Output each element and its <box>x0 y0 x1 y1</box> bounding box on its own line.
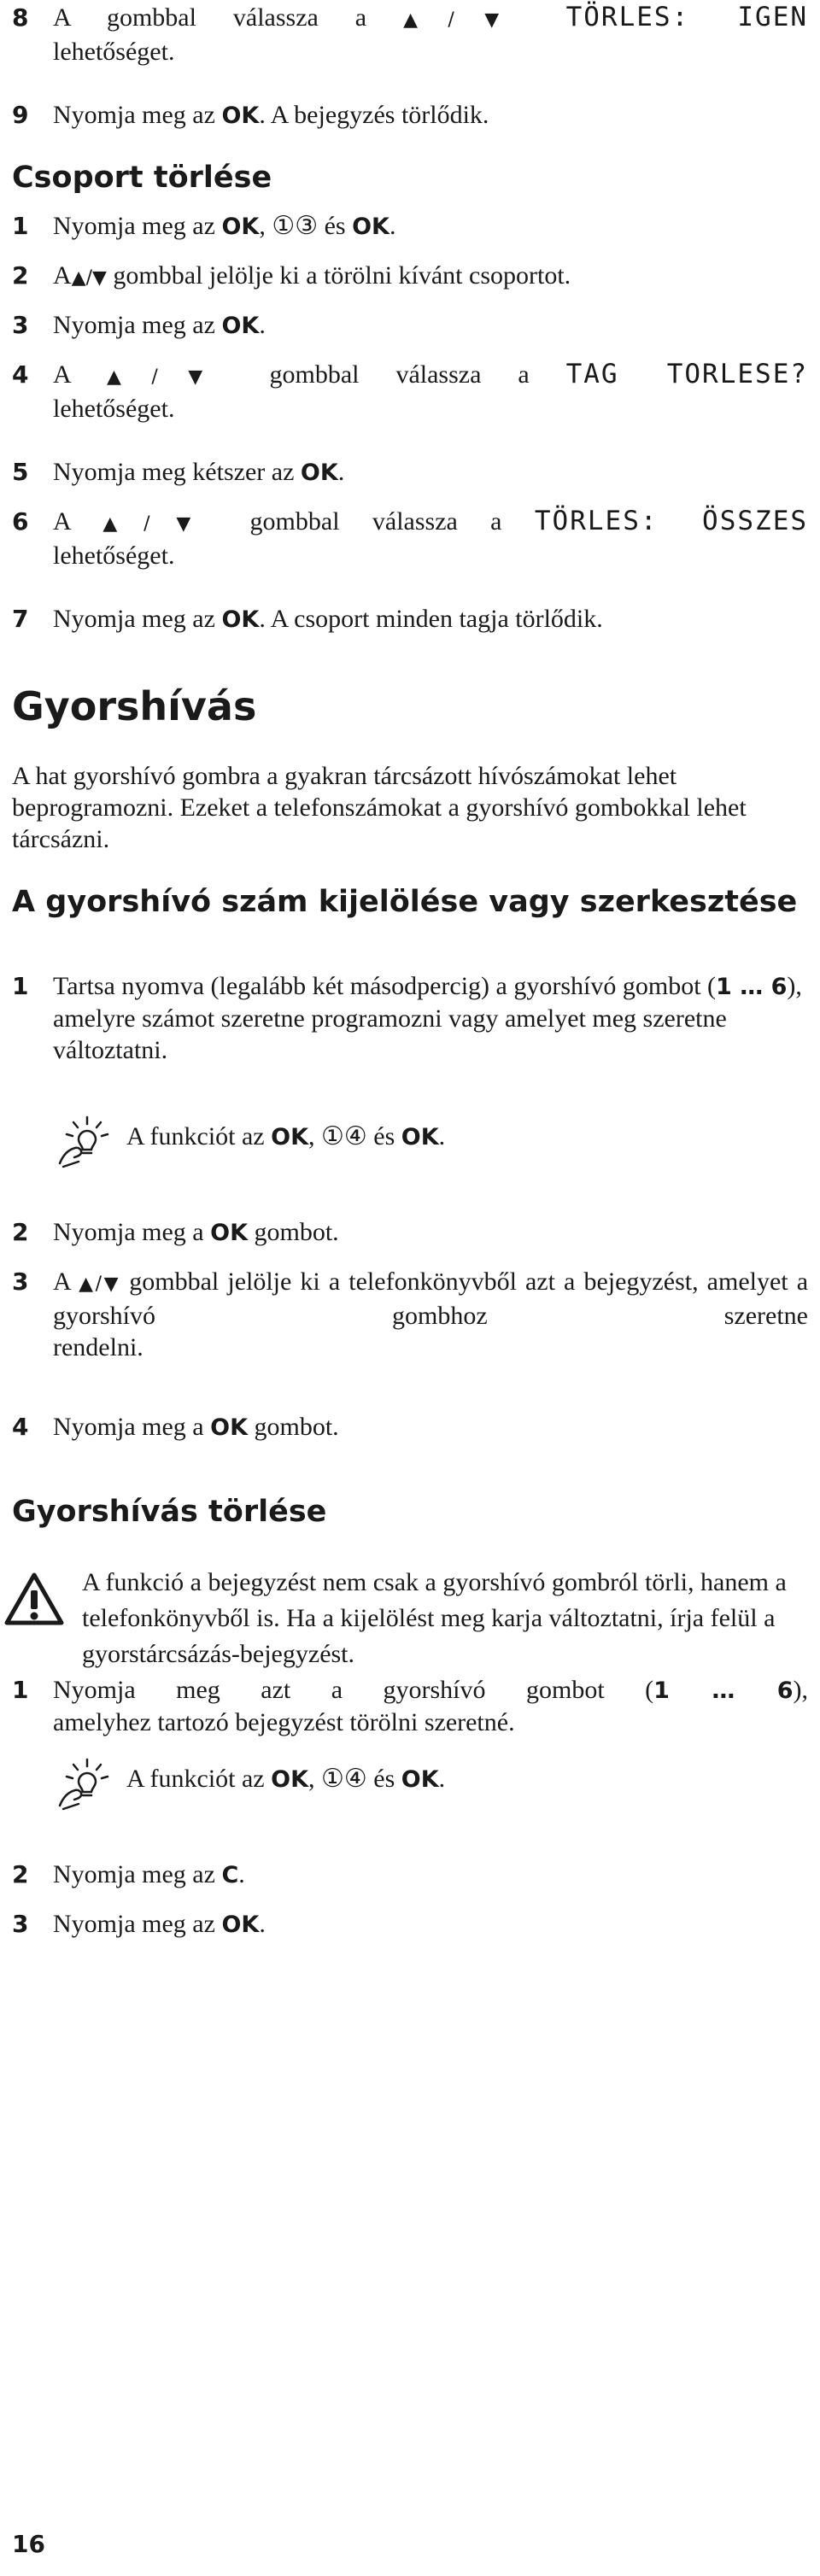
section-heading-speed-dial: Gyorshívás <box>12 683 257 729</box>
delete-step-2: 2 Nyomja meg az C. <box>12 1860 245 1888</box>
lightbulb-hand-icon <box>55 1756 120 1811</box>
tip-note-1: A funkciót az OK, ①④ és OK. <box>55 1121 789 1153</box>
group-step-5: 5 Nyomja meg kétszer az OK. <box>12 458 345 486</box>
section-heading-delete-speed-dial: Gyorshívás törlése <box>12 1495 327 1529</box>
keypad-keys: ①④ <box>321 1764 367 1794</box>
page-number: 16 <box>12 2530 45 2558</box>
keypad-keys: ①③ <box>272 211 319 241</box>
step-9: 9 Nyomja meg az OK. A bejegyzés törlődik. <box>12 101 489 129</box>
section-heading-assign-speed-dial: A gyorshívó szám kijelölése vagy szerkesztése <box>12 885 798 919</box>
lightbulb-hand-icon <box>55 1114 120 1168</box>
assign-step-3: 3 A ▲/▼ gombbal jelölje ki a telefonkönyvből azt a bejegyzést, amelyet a gyorshívó gombhoz szeretne rendelni. <box>12 1268 809 1361</box>
assign-step-4: 4 Nyomja meg a OK gombot. <box>12 1413 339 1441</box>
up-down-arrow-keys: ▲/▼ <box>102 513 218 535</box>
c-key: C <box>221 1862 239 1888</box>
up-down-arrow-keys: ▲/▼ <box>71 267 107 289</box>
assign-step-2: 2 Nyomja meg a OK gombot. <box>12 1218 339 1246</box>
up-down-arrow-keys: ▲/▼ <box>79 1273 121 1295</box>
section-heading-group-delete: Csoport törlése <box>12 161 272 195</box>
up-down-arrow-keys: ▲/▼ <box>106 366 233 388</box>
group-step-1: 1 Nyomja meg az OK, ①③ és OK. <box>12 211 396 241</box>
group-step-6: 6 A ▲/▼ gombbal válassza a TÖRLES: ÖSSZES lehetőséget. <box>12 506 809 570</box>
warning-note: A funkció a bejegyzést nem csak a gyorshívó gombról törli, hanem a telefonkönyvből is. Ha a kijelölést meg karja változtatni, írja felül a gyorstárcsázás-bejegyzést. <box>0 1565 808 1672</box>
step-number: 8 <box>12 3 29 32</box>
display-text: TÖRLES: ÖSSZES <box>534 506 809 536</box>
speed-dial-intro: A hat gyorshívó gombra a gyakran tárcsázott hívószámokat lehet beprogramozni. Ezeket a telefonszámokat a gyorshívó gombokkal lehet tárcsázni. <box>12 762 747 853</box>
tip-note-2: A funkciót az OK, ①④ és OK. <box>55 1763 789 1795</box>
group-step-4: 4 A ▲/▼ gombbal válassza a TAG TORLESE? lehetőséget. <box>12 359 809 423</box>
group-step-7: 7 Nyomja meg az OK. A csoport minden tagja törlődik. <box>12 605 603 633</box>
group-step-2: 2 A▲/▼ gombbal jelölje ki a törölni kívánt csoportot. <box>12 261 571 290</box>
keypad-keys: ①④ <box>321 1121 367 1151</box>
display-text: TÖRLES: IGEN <box>565 2 809 32</box>
display-text: TAG TORLESE? <box>565 359 809 389</box>
assign-step-1: 1 Tartsa nyomva (legalább két másodpercig) a gyorshívó gombot (1 … 6), amelyre számot szeretne programozni vagy amelyet meg szeretne változtatni. <box>12 972 802 1064</box>
up-down-arrow-keys: ▲/▼ <box>403 9 530 31</box>
delete-step-3: 3 Nyomja meg az OK. <box>12 1910 266 1938</box>
delete-step-1: 1 Nyomja meg azt a gyorshívó gombot (1 … 6), amelyhez tartozó bejegyzést törölni szeretné. <box>12 1676 808 1736</box>
group-step-3: 3 Nyomja meg az OK. <box>12 311 266 339</box>
ok-key: OK <box>221 102 260 129</box>
step-8: 8 A gombbal válassza a ▲/▼ TÖRLES: IGEN lehetőséget. <box>12 2 809 66</box>
warning-triangle-icon <box>3 1572 65 1626</box>
